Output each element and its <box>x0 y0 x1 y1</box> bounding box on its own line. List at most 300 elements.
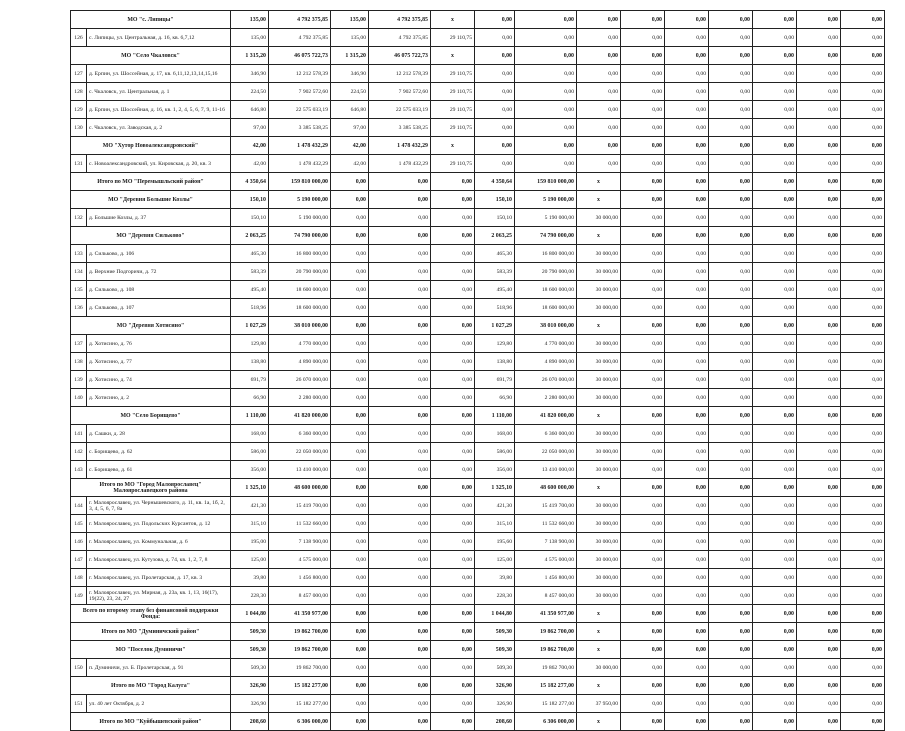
group-name-cell: МО "Деревня Большие Козлы" <box>71 191 231 209</box>
value-cell: 0,00 <box>369 353 431 371</box>
value-cell: 0,00 <box>753 335 797 353</box>
value-cell: 0,00 <box>753 533 797 551</box>
address-cell: п. Думиничи, ул. Б. Пролетарская, д. 91 <box>87 659 231 677</box>
value-cell: 48 600 000,00 <box>515 479 577 497</box>
group-name-cell: МО "Поселок Думиничи" <box>71 641 231 659</box>
value-cell: 0,00 <box>665 263 709 281</box>
value-cell: 0,00 <box>621 299 665 317</box>
value-cell: 0,00 <box>709 677 753 695</box>
value-cell: 0,00 <box>369 659 431 677</box>
value-cell: 0,00 <box>621 371 665 389</box>
value-cell: 0,00 <box>797 47 841 65</box>
value-cell: 18 600 000,00 <box>515 299 577 317</box>
row-number-cell: 129 <box>71 101 87 119</box>
value-cell: 518,96 <box>231 299 269 317</box>
value-cell: 0,00 <box>709 11 753 29</box>
value-cell: 356,00 <box>231 461 269 479</box>
value-cell: 0,00 <box>797 155 841 173</box>
value-cell: 0,00 <box>665 299 709 317</box>
value-cell: 0,00 <box>369 299 431 317</box>
value-cell: 16 800 000,00 <box>269 245 331 263</box>
value-cell: 168,00 <box>231 425 269 443</box>
address-cell: г. Малоярославец, ул. Чернышевского, д. 11, кв. 1а, 1б, 2, 3, 4, 5, 6, 7, 8а <box>87 497 231 515</box>
value-cell: 0,00 <box>841 407 885 425</box>
value-cell: 0,00 <box>709 281 753 299</box>
value-cell: 0,00 <box>753 497 797 515</box>
value-cell: 30 000,00 <box>577 497 621 515</box>
value-cell: 346,90 <box>231 65 269 83</box>
value-cell: 0,00 <box>621 227 665 245</box>
value-cell: 30 000,00 <box>577 551 621 569</box>
value-cell: 646,80 <box>231 101 269 119</box>
value-cell: 326,90 <box>231 677 269 695</box>
value-cell: 421,30 <box>231 497 269 515</box>
value-cell: 4 792 375,85 <box>269 29 331 47</box>
row-number-cell: 126 <box>71 29 87 47</box>
value-cell: 74 790 000,00 <box>269 227 331 245</box>
group-name-cell: МО "Хутор Новоалександровский" <box>71 137 231 155</box>
value-cell: 0,00 <box>475 119 515 137</box>
value-cell: 0,00 <box>369 191 431 209</box>
value-cell: 0,00 <box>369 533 431 551</box>
value-cell: 0,00 <box>753 65 797 83</box>
value-cell: 0,00 <box>841 101 885 119</box>
value-cell: 0,00 <box>331 263 369 281</box>
value-cell: 0,00 <box>841 155 885 173</box>
value-cell: 0,00 <box>797 605 841 623</box>
value-cell: 0,00 <box>665 119 709 137</box>
value-cell: x <box>577 605 621 623</box>
value-cell: 0,00 <box>431 317 475 335</box>
value-cell: 0,00 <box>475 101 515 119</box>
value-cell: 0,00 <box>369 443 431 461</box>
value-cell: 509,30 <box>475 623 515 641</box>
value-cell: 224,50 <box>231 83 269 101</box>
value-cell: 159 810 000,00 <box>269 173 331 191</box>
value-cell: 495,40 <box>231 281 269 299</box>
value-cell: 0,00 <box>709 479 753 497</box>
address-cell: ул. 40 лет Октября, д. 2 <box>87 695 231 713</box>
value-cell: 0,00 <box>431 659 475 677</box>
value-cell: 0,00 <box>331 641 369 659</box>
group-name-cell: Итого по МО "Думиничский район" <box>71 623 231 641</box>
value-cell: 0,00 <box>841 389 885 407</box>
value-cell: 0,00 <box>665 623 709 641</box>
value-cell: 4 890 000,00 <box>515 353 577 371</box>
value-cell: 0,00 <box>577 119 621 137</box>
table-group-row <box>71 47 885 65</box>
value-cell: 0,00 <box>431 299 475 317</box>
value-cell: 30 000,00 <box>577 371 621 389</box>
value-cell: 0,00 <box>331 389 369 407</box>
value-cell: 30 000,00 <box>577 389 621 407</box>
value-cell: 421,30 <box>475 497 515 515</box>
value-cell: 0,00 <box>475 155 515 173</box>
value-cell: 30 000,00 <box>577 245 621 263</box>
row-number-cell: 136 <box>71 299 87 317</box>
value-cell: 4 890 000,00 <box>269 353 331 371</box>
value-cell: 125,00 <box>475 551 515 569</box>
value-cell: 0,00 <box>665 317 709 335</box>
value-cell: 30 000,00 <box>577 263 621 281</box>
address-cell: д. Сильково, д. 107 <box>87 299 231 317</box>
value-cell: 1 027,29 <box>231 317 269 335</box>
value-cell: 0,00 <box>331 335 369 353</box>
value-cell: 0,00 <box>621 389 665 407</box>
value-cell: 0,00 <box>665 425 709 443</box>
value-cell: 0,00 <box>797 281 841 299</box>
value-cell: 0,00 <box>621 587 665 605</box>
value-cell: 30 000,00 <box>577 533 621 551</box>
value-cell: 0,00 <box>753 515 797 533</box>
value-cell: 15 419 700,00 <box>269 497 331 515</box>
value-cell: 26 070 000,00 <box>269 371 331 389</box>
value-cell: 0,00 <box>753 713 797 731</box>
resettlement-table <box>70 10 885 731</box>
value-cell: 0,00 <box>709 443 753 461</box>
value-cell: 0,00 <box>431 461 475 479</box>
row-number-cell: 134 <box>71 263 87 281</box>
value-cell: 7 902 572,60 <box>269 83 331 101</box>
value-cell: 8 457 000,00 <box>515 587 577 605</box>
value-cell: 465,30 <box>475 245 515 263</box>
value-cell: 15 182 277,00 <box>269 695 331 713</box>
value-cell: 0,00 <box>797 119 841 137</box>
table-group-row <box>71 137 885 155</box>
value-cell: 26 070 000,00 <box>515 371 577 389</box>
address-cell: с. Борищево, д. 61 <box>87 461 231 479</box>
value-cell: 0,00 <box>515 101 577 119</box>
value-cell: 0,00 <box>665 11 709 29</box>
value-cell: 0,00 <box>577 137 621 155</box>
value-cell: 0,00 <box>369 461 431 479</box>
value-cell: 0,00 <box>709 389 753 407</box>
value-cell: x <box>577 317 621 335</box>
value-cell: 0,00 <box>665 515 709 533</box>
value-cell: 509,30 <box>231 623 269 641</box>
table-row <box>71 263 885 281</box>
value-cell: 0,00 <box>797 245 841 263</box>
value-cell: 0,00 <box>621 695 665 713</box>
value-cell: 0,00 <box>841 425 885 443</box>
value-cell: 0,00 <box>665 407 709 425</box>
value-cell: 42,00 <box>231 137 269 155</box>
value-cell: 0,00 <box>331 695 369 713</box>
value-cell: 0,00 <box>369 245 431 263</box>
value-cell: 0,00 <box>431 407 475 425</box>
group-name-cell: Всего по второму этапу без финансовой поддержки Фонда: <box>71 605 231 623</box>
value-cell: 0,00 <box>475 137 515 155</box>
value-cell: 0,00 <box>841 11 885 29</box>
value-cell: 30 000,00 <box>577 461 621 479</box>
value-cell: 0,00 <box>431 191 475 209</box>
value-cell: 228,30 <box>231 587 269 605</box>
table-row <box>71 155 885 173</box>
value-cell: 0,00 <box>709 29 753 47</box>
value-cell: 125,00 <box>231 551 269 569</box>
value-cell: 0,00 <box>841 659 885 677</box>
value-cell: 0,00 <box>709 695 753 713</box>
value-cell: 0,00 <box>841 65 885 83</box>
group-name-cell: Итого по МО "Куйбышевский район" <box>71 713 231 731</box>
value-cell: 19 862 700,00 <box>515 623 577 641</box>
value-cell: 29 110,75 <box>431 119 475 137</box>
value-cell: 0,00 <box>331 605 369 623</box>
row-number-cell: 128 <box>71 83 87 101</box>
value-cell: 41 350 977,00 <box>269 605 331 623</box>
value-cell: 509,30 <box>475 641 515 659</box>
value-cell: 0,00 <box>753 317 797 335</box>
value-cell: 0,00 <box>369 209 431 227</box>
address-cell: д. Верхние Подгоричи, д. 72 <box>87 263 231 281</box>
value-cell: 0,00 <box>431 245 475 263</box>
value-cell: 6 360 000,00 <box>515 425 577 443</box>
value-cell: 0,00 <box>665 587 709 605</box>
table-group-row <box>71 227 885 245</box>
value-cell: 0,00 <box>709 101 753 119</box>
value-cell: 0,00 <box>753 695 797 713</box>
address-cell: с. Борищево, д. 62 <box>87 443 231 461</box>
value-cell: 19 862 700,00 <box>269 659 331 677</box>
value-cell: 0,00 <box>797 461 841 479</box>
value-cell: 0,00 <box>841 695 885 713</box>
value-cell: 1 044,80 <box>231 605 269 623</box>
value-cell: 0,00 <box>753 623 797 641</box>
value-cell: 0,00 <box>797 191 841 209</box>
value-cell: 0,00 <box>331 713 369 731</box>
value-cell: 66,90 <box>475 389 515 407</box>
value-cell: 0,00 <box>665 245 709 263</box>
value-cell: 0,00 <box>841 461 885 479</box>
group-name-cell: МО "с. Липицы" <box>71 11 231 29</box>
value-cell: 326,90 <box>231 695 269 713</box>
value-cell: 5 190 000,00 <box>515 209 577 227</box>
value-cell: x <box>577 479 621 497</box>
value-cell: 135,00 <box>331 11 369 29</box>
table-group-row <box>71 191 885 209</box>
value-cell: 4 770 000,00 <box>269 335 331 353</box>
table-row <box>71 533 885 551</box>
value-cell: 0,00 <box>665 191 709 209</box>
value-cell: 0,00 <box>841 137 885 155</box>
value-cell: 5 190 000,00 <box>269 191 331 209</box>
value-cell: 208,60 <box>231 713 269 731</box>
value-cell: 0,00 <box>709 569 753 587</box>
value-cell: 0,00 <box>431 605 475 623</box>
value-cell: 356,00 <box>475 461 515 479</box>
value-cell: 39,80 <box>475 569 515 587</box>
value-cell: 0,00 <box>621 677 665 695</box>
value-cell: 15 182 277,00 <box>269 677 331 695</box>
value-cell: 20 790 000,00 <box>515 263 577 281</box>
row-number-cell: 149 <box>71 587 87 605</box>
value-cell: 135,00 <box>231 11 269 29</box>
value-cell: 20 790 000,00 <box>269 263 331 281</box>
row-number-cell: 130 <box>71 119 87 137</box>
value-cell: 0,00 <box>369 623 431 641</box>
value-cell: 0,00 <box>331 209 369 227</box>
table-group-row <box>71 479 885 497</box>
value-cell: 0,00 <box>797 371 841 389</box>
value-cell: 0,00 <box>665 497 709 515</box>
row-number-cell: 133 <box>71 245 87 263</box>
value-cell: 495,40 <box>475 281 515 299</box>
value-cell: 0,00 <box>369 641 431 659</box>
value-cell: 19 862 700,00 <box>269 641 331 659</box>
value-cell: 0,00 <box>753 119 797 137</box>
address-cell: д. Ерпин, ул. Шоссейная, д. 16, кв. 1, 2, 4, 5, 6, 7, 9, 11-16 <box>87 101 231 119</box>
value-cell: 0,00 <box>331 515 369 533</box>
value-cell: x <box>577 407 621 425</box>
value-cell: 0,00 <box>369 713 431 731</box>
value-cell: 0,00 <box>709 605 753 623</box>
row-number-cell: 145 <box>71 515 87 533</box>
value-cell: 0,00 <box>621 119 665 137</box>
value-cell: 0,00 <box>621 461 665 479</box>
value-cell: 0,00 <box>753 83 797 101</box>
row-number-cell: 138 <box>71 353 87 371</box>
value-cell: 0,00 <box>753 209 797 227</box>
value-cell: 0,00 <box>753 371 797 389</box>
value-cell: 0,00 <box>369 515 431 533</box>
value-cell: 1 478 432,29 <box>369 155 431 173</box>
value-cell: 0,00 <box>475 47 515 65</box>
value-cell: 0,00 <box>331 299 369 317</box>
value-cell: 11 532 660,00 <box>515 515 577 533</box>
value-cell: 0,00 <box>841 299 885 317</box>
value-cell: 0,00 <box>709 515 753 533</box>
value-cell: 0,00 <box>753 191 797 209</box>
value-cell: 0,00 <box>369 695 431 713</box>
value-cell: 0,00 <box>621 281 665 299</box>
value-cell: 0,00 <box>665 65 709 83</box>
row-number-cell: 147 <box>71 551 87 569</box>
value-cell: 0,00 <box>577 29 621 47</box>
value-cell: 0,00 <box>753 479 797 497</box>
table-group-row <box>71 605 885 623</box>
table-row <box>71 29 885 47</box>
row-number-cell: 140 <box>71 389 87 407</box>
value-cell: 0,00 <box>621 263 665 281</box>
value-cell: 30 000,00 <box>577 443 621 461</box>
value-cell: 0,00 <box>753 641 797 659</box>
value-cell: 2 280 000,00 <box>515 389 577 407</box>
value-cell: 135,00 <box>331 29 369 47</box>
value-cell: 0,00 <box>369 587 431 605</box>
row-number-cell: 131 <box>71 155 87 173</box>
value-cell: 0,00 <box>331 407 369 425</box>
value-cell: 150,10 <box>475 191 515 209</box>
value-cell: x <box>431 47 475 65</box>
value-cell: 0,00 <box>709 461 753 479</box>
value-cell: 0,00 <box>431 389 475 407</box>
value-cell: 0,00 <box>797 209 841 227</box>
value-cell: 0,00 <box>515 83 577 101</box>
row-number-cell: 132 <box>71 209 87 227</box>
value-cell: 518,96 <box>475 299 515 317</box>
address-cell: д. Большие Козлы, д. 37 <box>87 209 231 227</box>
value-cell: 29 110,75 <box>431 83 475 101</box>
value-cell: 6 360 000,00 <box>269 425 331 443</box>
value-cell: 7 902 572,60 <box>369 83 431 101</box>
value-cell: 0,00 <box>621 65 665 83</box>
value-cell: x <box>577 173 621 191</box>
value-cell: 0,00 <box>841 353 885 371</box>
value-cell: 0,00 <box>431 587 475 605</box>
value-cell: 0,00 <box>841 281 885 299</box>
value-cell: 0,00 <box>665 551 709 569</box>
value-cell: 0,00 <box>709 83 753 101</box>
value-cell: 0,00 <box>753 461 797 479</box>
value-cell: 0,00 <box>431 515 475 533</box>
address-cell: с. Новоалександровский, ул. Кировская, д. 20, кв. 3 <box>87 155 231 173</box>
value-cell: 0,00 <box>331 371 369 389</box>
value-cell: 0,00 <box>621 533 665 551</box>
value-cell: 0,00 <box>621 713 665 731</box>
value-cell: 5 190 000,00 <box>269 209 331 227</box>
value-cell: 0,00 <box>331 461 369 479</box>
value-cell: 18 600 000,00 <box>515 281 577 299</box>
value-cell: 0,00 <box>797 443 841 461</box>
value-cell: 1 044,80 <box>475 605 515 623</box>
value-cell: 0,00 <box>431 281 475 299</box>
address-cell: г. Малоярославец, ул. Коммунальная, д. 6 <box>87 533 231 551</box>
value-cell: 42,00 <box>331 137 369 155</box>
value-cell: 2 063,25 <box>231 227 269 245</box>
table-row <box>71 587 885 605</box>
value-cell: 0,00 <box>515 65 577 83</box>
value-cell: 0,00 <box>753 425 797 443</box>
address-cell: д. Сашки, д. 28 <box>87 425 231 443</box>
table-row <box>71 551 885 569</box>
value-cell: 22 050 000,00 <box>515 443 577 461</box>
value-cell: 66,90 <box>231 389 269 407</box>
value-cell: 0,00 <box>753 11 797 29</box>
table-row <box>71 245 885 263</box>
value-cell: 315,10 <box>231 515 269 533</box>
table-row <box>71 695 885 713</box>
group-name-cell: МО "Деревня Сильково" <box>71 227 231 245</box>
group-name-cell: Итого по МО "Город Калуга" <box>71 677 231 695</box>
row-number-cell: 151 <box>71 695 87 713</box>
value-cell: 0,00 <box>369 317 431 335</box>
value-cell: 0,00 <box>797 65 841 83</box>
value-cell: 97,00 <box>231 119 269 137</box>
value-cell: 0,00 <box>753 569 797 587</box>
value-cell: 0,00 <box>621 11 665 29</box>
value-cell: 4 350,64 <box>475 173 515 191</box>
value-cell: 0,00 <box>665 227 709 245</box>
value-cell: 0,00 <box>369 479 431 497</box>
value-cell: 0,00 <box>797 425 841 443</box>
value-cell: 0,00 <box>709 137 753 155</box>
value-cell: 1 478 432,29 <box>269 137 331 155</box>
value-cell: 195,60 <box>475 533 515 551</box>
value-cell: 1 315,20 <box>331 47 369 65</box>
value-cell: 0,00 <box>431 569 475 587</box>
value-cell: 0,00 <box>369 551 431 569</box>
value-cell: 150,10 <box>475 209 515 227</box>
value-cell: 0,00 <box>709 119 753 137</box>
value-cell: 0,00 <box>515 47 577 65</box>
value-cell: 0,00 <box>753 263 797 281</box>
value-cell: 0,00 <box>797 353 841 371</box>
table-group-row <box>71 317 885 335</box>
value-cell: 0,00 <box>431 479 475 497</box>
value-cell: 4 770 000,00 <box>515 335 577 353</box>
value-cell: 0,00 <box>621 497 665 515</box>
value-cell: 41 820 000,00 <box>515 407 577 425</box>
